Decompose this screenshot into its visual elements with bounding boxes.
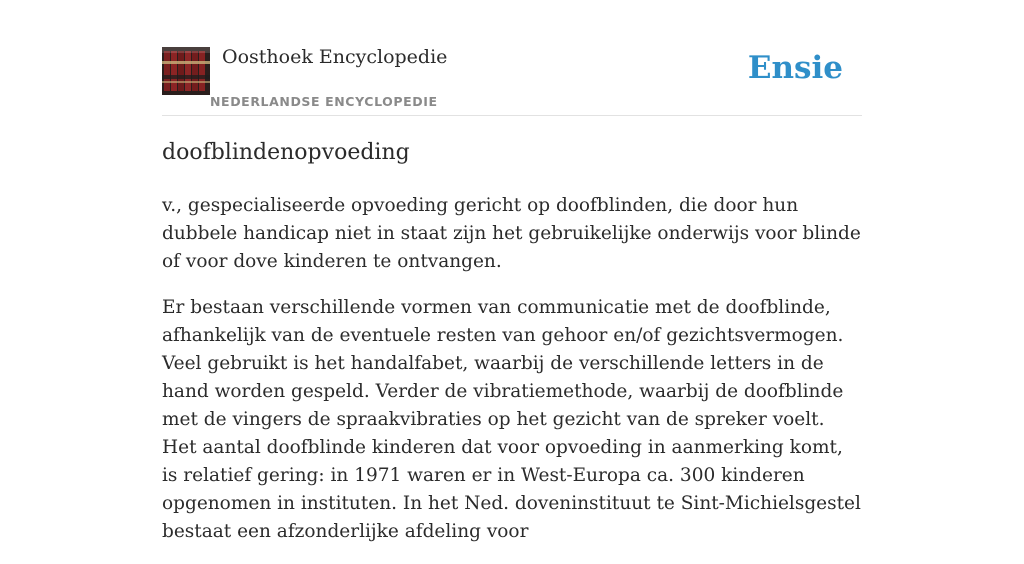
entry-paragraph: Er bestaan verschillende vormen van communicatie met de doofblinde, afhankelijk van de eventuele resten van gehoor en/of gezichtsvermogen. Veel gebruikt is het handalfabet, waarbij de verschillende letters in de hand worden gespeld. Verder de vibratiemethode, waarbij de doofblinde met de vingers de spraakvibraties op het gezicht van de spreker voelt. Het aantal doofblinde kinderen dat voor opvoeding in aanmerking komt, is relatief gering: in 1971 waren er in West-Europa ca. 300 kinderen opgenomen in instituten. In het Ned. doveninstituut te Sint-Michielsgestel bestaat een afzonderlijke afdeling voor: [162, 297, 861, 542]
source-subtitle: NEDERLANDSE ENCYCLOPEDIE: [210, 94, 438, 109]
encyclopedia-books-icon: [162, 47, 210, 95]
entry-body: [162, 192, 862, 564]
source-avatar[interactable]: [162, 47, 210, 95]
brand-logo[interactable]: Ensie: [747, 50, 843, 86]
entry-title: doofblindenopvoeding: [162, 140, 410, 165]
site-header: [162, 0, 862, 116]
page: [162, 0, 862, 542]
entry-paragraph: v., gespecialiseerde opvoeding gericht op doofblinden, die door hun dubbele handicap niet in staat zijn het gebruikelijke onderwijs voor blinde of voor dove kinderen te ontvangen.: [162, 195, 861, 272]
source-title[interactable]: Oosthoek Encyclopedie: [222, 46, 448, 68]
